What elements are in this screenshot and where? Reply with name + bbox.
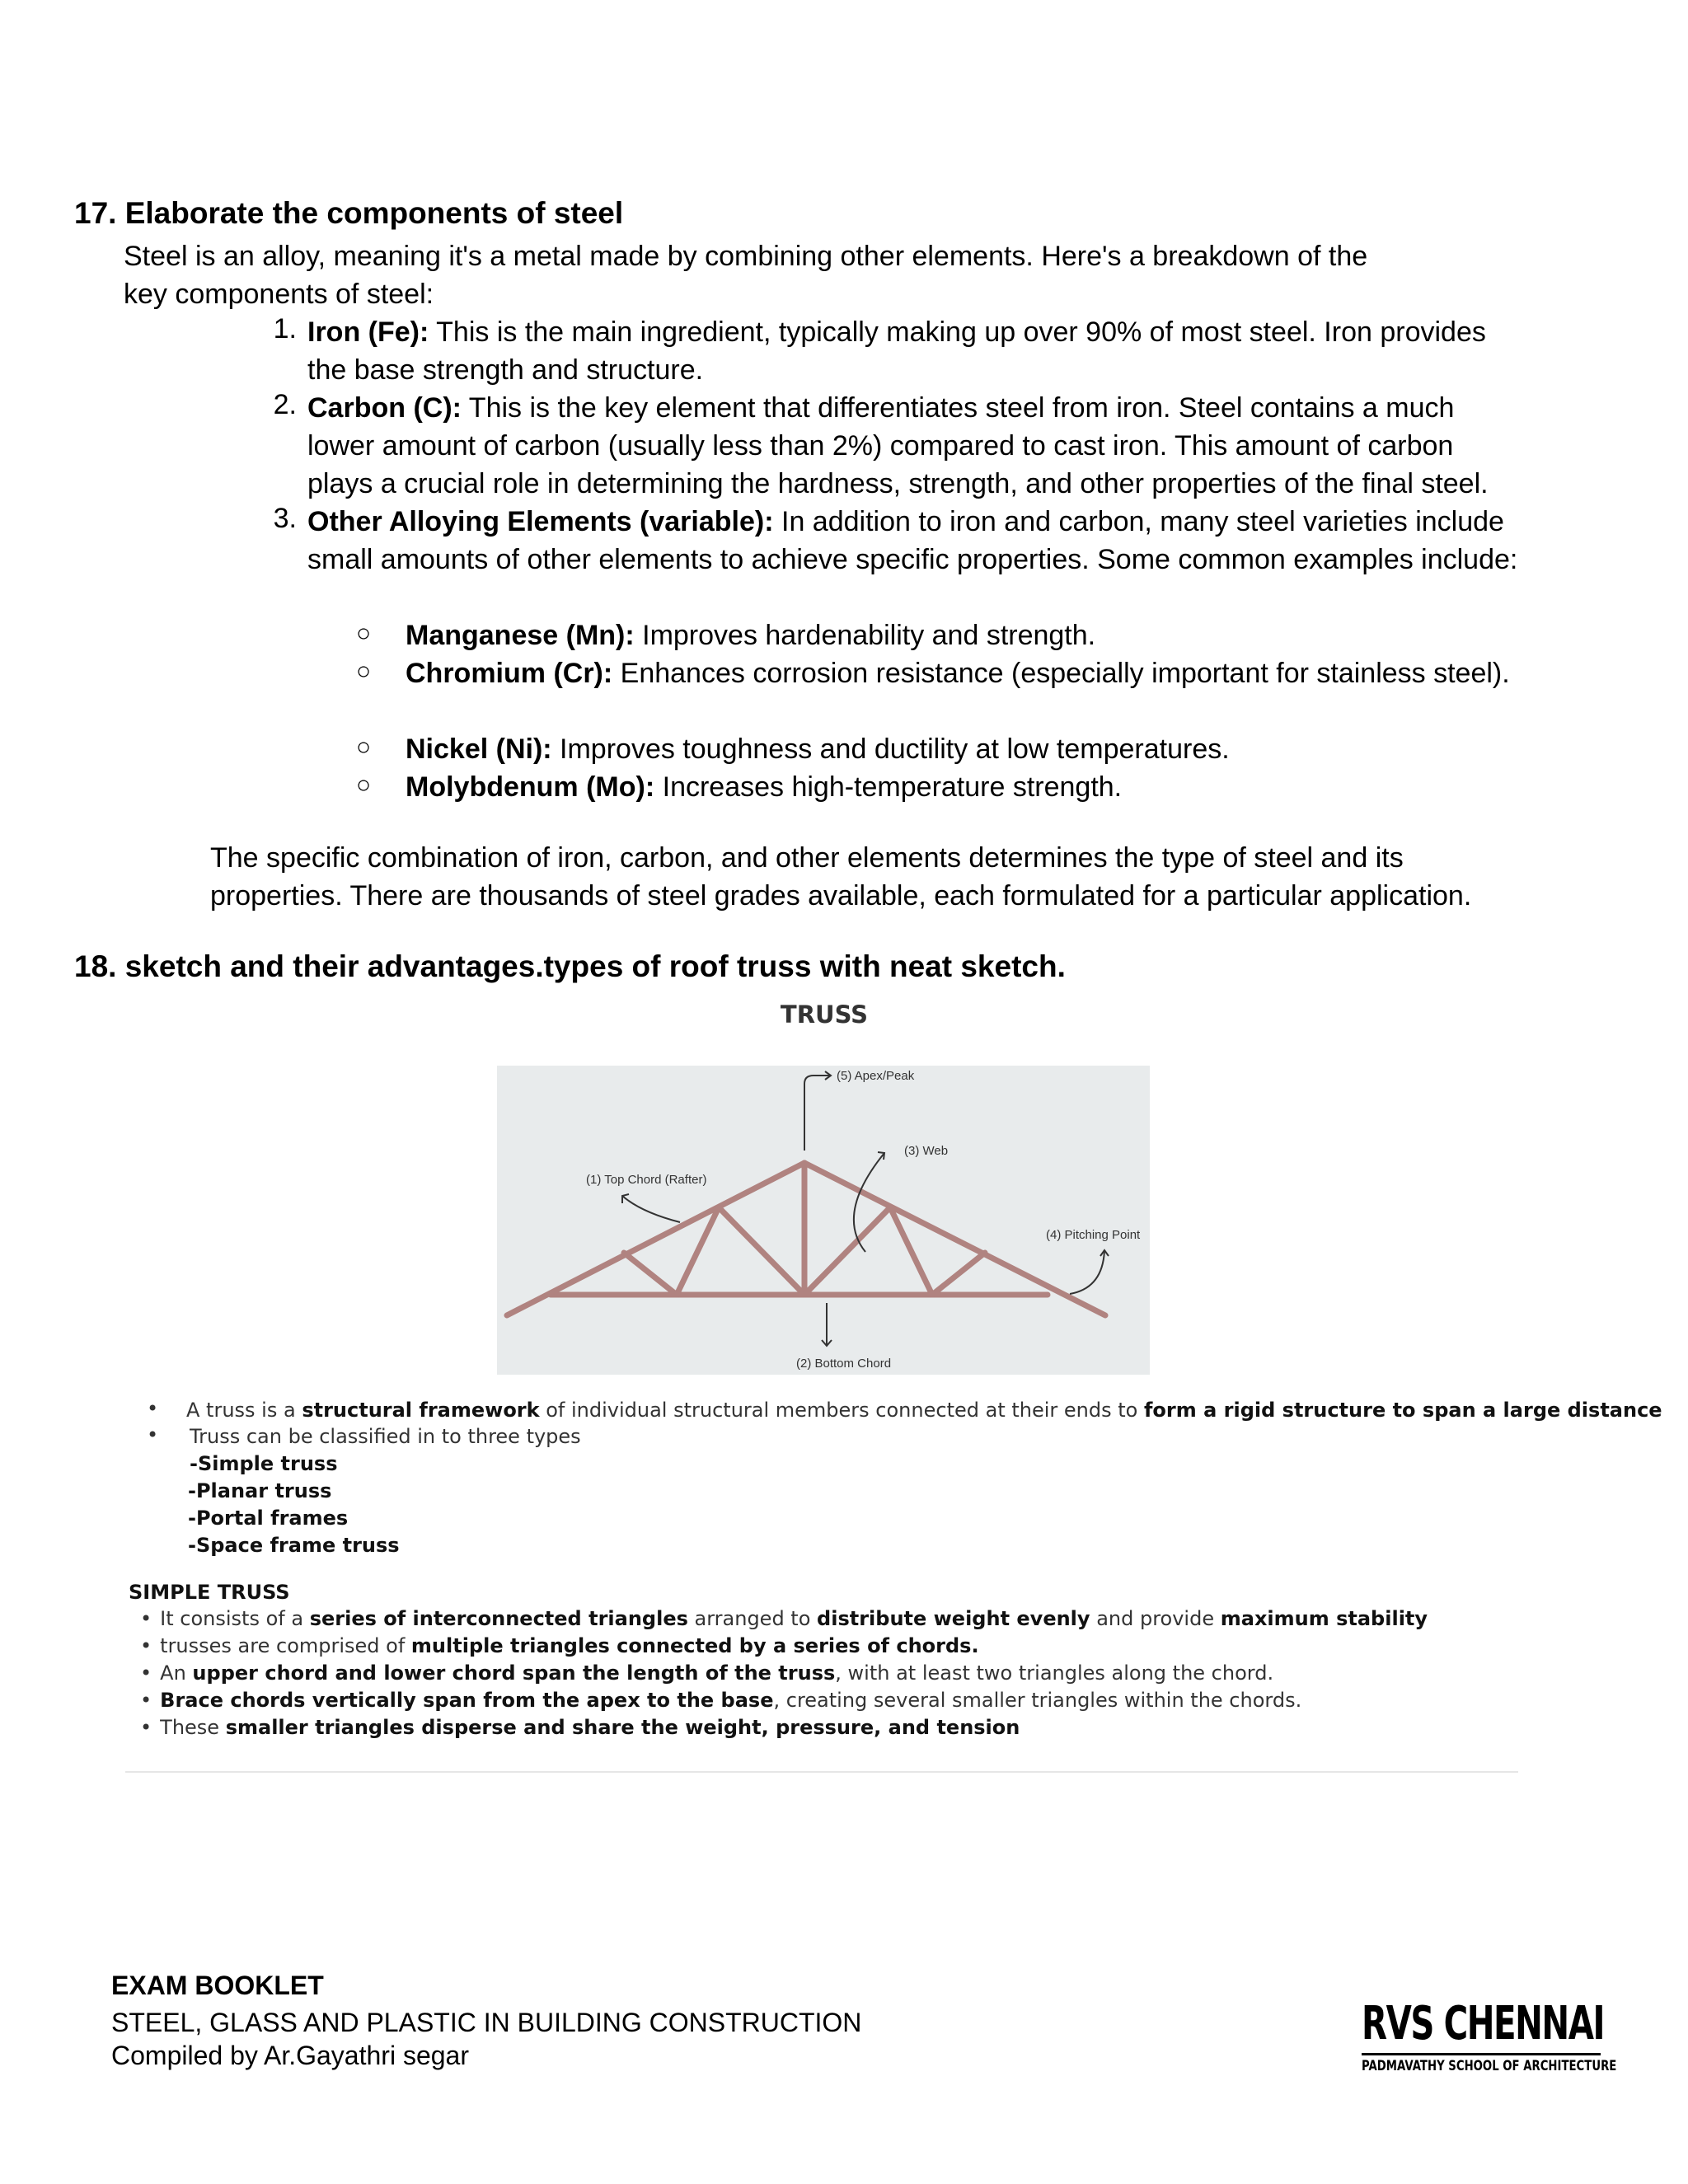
sub-item-manganese: Manganese (Mn): Improves hardenability and strength.	[406, 620, 1096, 651]
bullet-icon: •	[140, 1607, 152, 1630]
truss-type: -Planar truss	[188, 1479, 332, 1502]
pitching-label: (4) Pitching Point	[1046, 1228, 1141, 1242]
truss-type: -Simple truss	[190, 1452, 338, 1475]
apex-label: (5) Apex/Peak	[837, 1069, 915, 1083]
q17-intro: Steel is an alloy, meaning it's a metal made by combining other elements. Here's a breakdown of the key components of steel:	[124, 241, 1368, 310]
list-number: 3.	[273, 503, 297, 534]
truss-type: -Space frame truss	[188, 1534, 400, 1557]
bullet-icon: •	[147, 1423, 159, 1446]
simple-truss-point: • trusses are comprised of multiple triangles connected by a series of chords.	[140, 1634, 979, 1657]
q18-title: 18. sketch and their advantages.types of roof truss with neat sketch.	[74, 949, 1066, 983]
top-chord-label: (1) Top Chord (Rafter)	[586, 1173, 707, 1187]
circle-bullet-icon: ○	[356, 733, 372, 761]
logo-main: RVS CHENNAI	[1362, 1997, 1605, 2050]
rvs-logo	[1362, 1997, 1617, 2077]
bullet-icon: •	[140, 1661, 152, 1685]
diagram-background	[497, 1066, 1150, 1375]
simple-truss-point: • Brace chords vertically span from the apex to the base, creating several smaller triangles within the chords.	[140, 1689, 1302, 1712]
bottom-chord-label: (2) Bottom Chord	[796, 1357, 892, 1371]
q17-title: 17. Elaborate the components of steel	[74, 196, 624, 230]
list-number: 1.	[273, 313, 297, 344]
bullet-icon: •	[140, 1689, 152, 1712]
simple-truss-point: • These smaller triangles disperse and share the weight, pressure, and tension	[140, 1716, 1020, 1739]
truss-diagram	[497, 1066, 1150, 1375]
footer-subject: STEEL, GLASS AND PLASTIC IN BUILDING CONSTRUCTION	[111, 2008, 862, 2037]
simple-truss-heading: SIMPLE TRUSS	[129, 1581, 290, 1604]
q17-conclusion: The specific combination of iron, carbon, and other elements determines the type of steel and its properties. There are thousands of steel grades available, each formulated for a particular application.	[210, 842, 1472, 912]
logo-sub: PADMAVATHY SCHOOL OF ARCHITECTURE	[1362, 2058, 1617, 2074]
footer-booklet: EXAM BOOKLET	[111, 1971, 324, 2000]
list-number: 2.	[273, 389, 297, 420]
list-item-carbon: Carbon (C): This is the key element that differentiates steel from iron. Steel contains a much lower amount of carbon (usually less than 2%) compared to cast iron. This amount of carbon plays a crucial role in determining the hardness, strength, and other properties of the final steel.	[307, 392, 1489, 499]
circle-bullet-icon: ○	[356, 620, 372, 647]
sub-item-molybdenum: Molybdenum (Mo): Increases high-temperature strength.	[406, 771, 1123, 803]
simple-truss-point: • It consists of a series of interconnected triangles arranged to distribute weight evenly and provide maximum stability	[140, 1607, 1428, 1630]
circle-bullet-icon: ○	[356, 771, 372, 799]
circle-bullet-icon: ○	[356, 658, 372, 685]
simple-truss-point: • An upper chord and lower chord span the length of the truss, with at least two triangles along the chord.	[140, 1661, 1274, 1685]
list-item-alloying: Other Alloying Elements (variable): In addition to iron and carbon, many steel varieties include small amounts of other elements to achieve specific properties. Some common examples include:	[307, 506, 1518, 575]
truss-type: -Portal frames	[188, 1507, 349, 1530]
sub-item-nickel: Nickel (Ni): Improves toughness and ductility at low temperatures.	[406, 733, 1230, 765]
list-item-iron: Iron (Fe): This is the main ingredient, typically making up over 90% of most steel. Iron provides the base strength and structure.	[307, 316, 1486, 386]
divider	[125, 1771, 1518, 1773]
web-label: (3) Web	[904, 1144, 949, 1158]
bullet-icon: •	[140, 1634, 152, 1657]
bullet-icon: •	[147, 1397, 159, 1420]
footer-compiled: Compiled by Ar.Gayathri segar	[111, 2041, 469, 2070]
sub-item-chromium: Chromium (Cr): Enhances corrosion resistance (especially important for stainless steel).	[406, 658, 1510, 689]
bullet-icon: •	[140, 1716, 152, 1739]
slide-title: TRUSS	[780, 1001, 869, 1029]
